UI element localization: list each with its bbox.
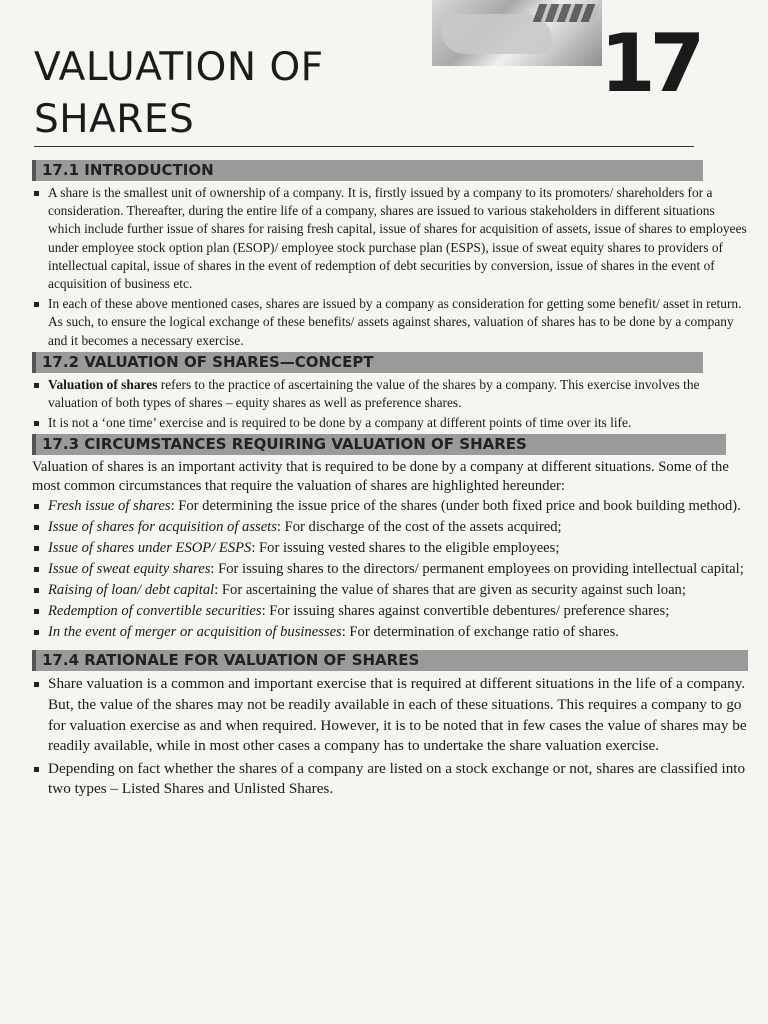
item-text: refers to the practice of ascertaining the value of the shares by a company. This exercise involves the valuation of both types of shares – equity shares as well as preference shares. bbox=[48, 376, 700, 411]
italic-term: In the event of merger or acquisition of businesses bbox=[48, 624, 342, 641]
list-item bbox=[32, 623, 750, 642]
section-heading: 17.4 RATIONALE FOR VALUATION OF SHARES bbox=[32, 650, 748, 671]
item-text: : For ascertaining the value of shares that are given as security against such loan; bbox=[214, 582, 686, 599]
list-item bbox=[32, 414, 750, 432]
bullet-list bbox=[32, 184, 750, 350]
italic-term: Redemption of convertible securities bbox=[48, 603, 262, 620]
section-introduction bbox=[32, 160, 750, 350]
italic-term: Fresh issue of shares bbox=[48, 498, 171, 515]
bullet-list bbox=[32, 376, 750, 433]
chapter-title-line2: SHARES bbox=[34, 97, 195, 142]
item-text: It is not a ‘one time’ exercise and is required to be done by a company at different points of time over its life. bbox=[48, 415, 632, 431]
section-heading: 17.3 CIRCUMSTANCES REQUIRING VALUATION OF SHARES bbox=[32, 434, 726, 455]
chapter-title bbox=[34, 42, 324, 146]
item-text: : For issuing shares to the directors/ permanent employees on providing intellectual capital; bbox=[210, 561, 744, 578]
italic-term: Issue of sweat equity shares bbox=[48, 561, 211, 578]
list-item bbox=[32, 497, 750, 516]
chapter-number: 17 bbox=[600, 17, 700, 110]
item-text: : For issuing shares against convertible debentures/ preference shares; bbox=[261, 603, 670, 620]
section-intro: Valuation of shares is an important activity that is required to be done by a company at different situations. Some of the most common circumstances that require the valuation of shares are highlighted hereunder: bbox=[32, 459, 729, 495]
list-item: In each of these above mentioned cases, shares are issued by a company as consideration for getting some benefit/ asset in return. As such, to ensure the logical exchange of these benefits/ assets against shares, valuation of shares has to be done by a company and it becomes a necessary exercise. bbox=[32, 295, 750, 350]
chapter-title-line1: VALUATION OF bbox=[34, 45, 324, 90]
list-item bbox=[32, 602, 750, 621]
section-heading: 17.2 VALUATION OF SHARES—CONCEPT bbox=[32, 352, 703, 373]
header-calculator-photo bbox=[432, 0, 602, 66]
list-item bbox=[32, 518, 750, 537]
italic-term: Issue of shares for acquisition of assets bbox=[48, 519, 277, 536]
page-content bbox=[32, 160, 750, 802]
italic-term: Issue of shares under ESOP/ ESPS bbox=[48, 540, 252, 557]
bullet-list bbox=[32, 497, 750, 642]
item-text: : For discharge of the cost of the assets acquired; bbox=[276, 519, 562, 536]
section-heading: 17.1 INTRODUCTION bbox=[32, 160, 703, 181]
italic-term: Raising of loan/ debt capital bbox=[48, 582, 215, 599]
list-item: Depending on fact whether the shares of a company are listed on a stock exchange or not, shares are classified into two types – Listed Shares and Unlisted Shares. bbox=[32, 759, 750, 800]
list-item: Share valuation is a common and important exercise that is required at different situations in the life of a company. But, the value of the shares may not be readily available in each of these situations. This requires a company to go for valuation exercise as and when required. However, it is to be noted that in few cases the value of shares may be readily available, while in most other cases a company has to undertake the share valuation exercise. bbox=[32, 674, 750, 756]
section-concept bbox=[32, 352, 750, 433]
section-circumstances bbox=[32, 434, 750, 642]
list-item bbox=[32, 581, 750, 600]
section-rationale bbox=[32, 650, 750, 800]
item-text: : For determination of exchange ratio of shares. bbox=[341, 624, 619, 641]
calculator-keys bbox=[533, 4, 600, 22]
title-divider bbox=[34, 146, 694, 147]
bullet-list bbox=[32, 674, 750, 800]
item-text: : For issuing vested shares to the eligible employees; bbox=[251, 540, 560, 557]
list-item bbox=[32, 539, 750, 558]
item-text: : For determining the issue price of the shares (under both fixed price and book building method). bbox=[170, 498, 741, 515]
list-item: A share is the smallest unit of ownership of a company. It is, firstly issued by a company to its promoters/ shareholders for a consideration. Thereafter, during the entire life of a company, shares are issued to various stakeholders in different situations which include further issue of shares for raising fresh capital, issue of shares for acquisition of assets, issue of shares to employees under employee stock option plan (ESOP)/ employee stock purchase plan (ESPS), issue of sweat equity shares to providers of intellectual capital, issue of shares in the event of redemption of debt securities by conversion, issue of shares in the event of acquisition of business etc. bbox=[32, 184, 750, 293]
bold-term: Valuation of shares bbox=[48, 376, 158, 392]
list-item bbox=[32, 560, 750, 579]
list-item bbox=[32, 376, 750, 412]
